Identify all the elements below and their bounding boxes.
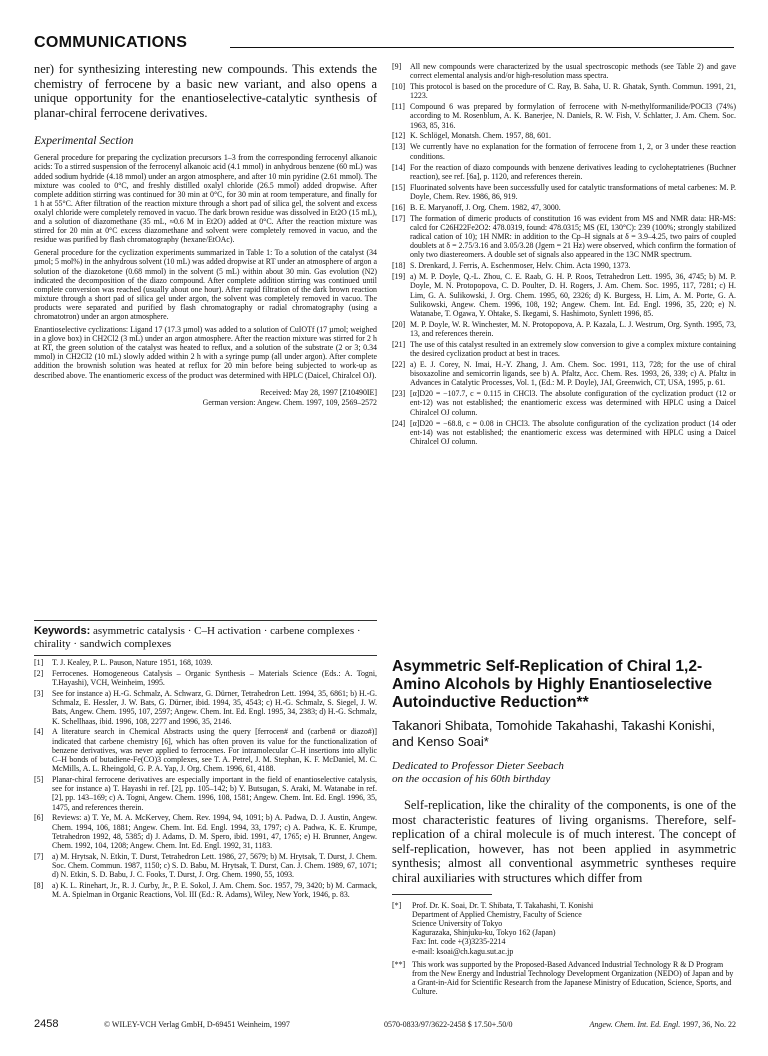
reference-item: [34, 813, 377, 850]
left-column-top: [34, 62, 377, 618]
reference-text: Planar-chiral ferrocene derivatives are especially important in the field of enantioselective catalysis, see for instance a) T. Hayashi in ref. [2], pp. 105–142; b) Y. Butsugan, S. Araki, M. Watanabe in ref. [2], pp. 143–169; c) A. Togni, Angew. Chem. 1996, 108, 1581; Angew. Chem. Int. Ed. Engl. 1996, 35, 1475, and references therein.: [52, 775, 377, 812]
reference-text: We currently have no explanation for the formation of ferrocene from 1, 2, or 3 under these reaction conditions.: [410, 142, 736, 161]
article-body: Self-replication, like the chirality of the components, is one of the most characteristic features of living organisms. Therefore, self-replication of a chiral molecule is of much interest. The concept of self-replication, however, has not been applied in asymmetric synthesis; almost all conventional asymmetric syntheses require chiral auxiliaries with structures which differ from: [392, 798, 736, 885]
reference-number: [19]: [392, 272, 406, 282]
reference-number: [23]: [392, 389, 406, 399]
reference-text: a) E. J. Corey, N. Imai, H.-Y. Zhang, J. Am. Chem. Soc. 1991, 113, 728; for the use of chiral bisoxazoline and semicorrin ligands, see b) A. Pfaltz, Acc. Chem. Res. 1993, 26, 339; c) A. Pfaltz in Advances in Catalytic Processes, Vol. 1, (Ed.: M. P. Doyle), JAI, Greenwich, CT, USA, 1995, p. 61.: [410, 360, 736, 388]
reference-text: A literature search in Chemical Abstracts using the query [ferrocen# and (carben# or diazo#)] indicated that carbene chemistry [6], which has often proven its value for the functionalization of benzene derivatives, was never applied to ferrocenes. For intramolecular C–H insertions into allylic C–H bonds of butadiene-Fe(CO)3 complexes, see T. A. Petrel, J. M. Stephan, K. F. McDaniel, M. C. McMills, A. L. Rheingold, G. P. A. Yap, J. Org. Chem. 1996, 61, 4188.: [52, 727, 377, 774]
reference-item: [34, 669, 377, 687]
reference-number: [17]: [392, 213, 406, 223]
reference-text: Reviews: a) T. Ye, M. A. McKervey, Chem. Rev. 1994, 94, 1091; b) A. Padwa, D. J. Austin, Angew. Chem. 1994, 106, 1881; Angew. Chem. Int. Ed. Engl. 1994, 33, 1797; c) A. Padwa, K. E. Krumpe, Tetrahedron 1992, 48, 5385; d) J. Adams, D. M. Spero, ibid. 1991, 47, 1765; e) H. Brunner, Angew. Chem. 1992, 104, 1208; Angew. Chem. Int. Ed. Engl. 1992, 31, 1183.: [52, 813, 377, 850]
article-authors: Takanori Shibata, Tomohide Takahashi, Takashi Konishi, and Kenso Soai*: [392, 718, 716, 749]
german-version-line: German version: Angew. Chem. 1997, 109, 2569–2572: [202, 397, 377, 407]
experimental-paragraph: General procedure for preparing the cyclization precursors 1–3 from the corresponding ferrocenyl alkanoic acids: To a stirred suspension of the ferrocenyl alkanoic acid (4.1 mmol) in anhydrous benzene (60 mL) was added sodium hydride (4.18 mmol) under an argon atmosphere, and after 10 min pyridine (2.61 mmol). The mixture was cooled to 0°C, and freshly distilled oxalyl chloride (26.5 mmol) added dropwise. After complete addition stirring was continued for 30 min at 0°C, for 30 min at room temperature, and finally for 1 h at 55°C. After filtration of the reaction mixture through a short pad of silica gel, the solvent and excess oxalyl chloride were completely removed in vacuo. The dark brown residue was dissolved in Et2O (15 mL), and a solution of diazomethane (35 mL, ≈0.6 M in Et2O) added at 0°C. After the reaction mixture was stirred for 20 min at 0°C excess diazomethane and solvent were completely removed in vacuo, and the residue was purified by flash chromatography (hexane/EtOAc).: [34, 153, 377, 245]
right-column-bottom: [392, 658, 736, 1010]
reference-number: [21]: [392, 339, 406, 349]
page-number: 2458: [34, 1018, 59, 1030]
reference-text: M. P. Doyle, W. R. Winchester, M. N. Protopopova, A. P. Kazala, L. J. Westrum, Org. Synth. 1995, 73, 13, and references therein.: [410, 319, 736, 338]
reference-item: [34, 689, 377, 726]
page-footer: [34, 1018, 736, 1034]
copyright: © WILEY-VCH Verlag GmbH, D-69451 Weinheim, 1997: [104, 1020, 290, 1029]
footnote-mark: [**]: [392, 959, 406, 969]
reference-item: [392, 102, 736, 129]
reference-item: [34, 881, 377, 899]
reference-item: [392, 340, 736, 358]
reference-list-left: [34, 658, 377, 899]
affiliation-line: Fax: Int. code +(3)3235-2214: [412, 937, 506, 947]
reference-item: [392, 214, 736, 260]
journal-volume: 1997, 36, No. 22: [682, 1020, 736, 1029]
keywords-block: [34, 620, 377, 656]
section-title: COMMUNICATIONS: [34, 34, 188, 51]
reference-number: [8]: [34, 881, 44, 891]
reference-text: Fluorinated solvents have been successfully used for catalytic transformations of metal carbenes: M. P. Doyle, Chem. Rev. 1986, 86, 919.: [410, 182, 736, 201]
reference-number: [14]: [392, 162, 406, 172]
reference-number: [18]: [392, 261, 406, 271]
reference-item: [392, 360, 736, 387]
funding-footnote: [392, 960, 736, 997]
journal-citation: [589, 1019, 736, 1031]
reference-item: [392, 131, 736, 140]
reference-number: [7]: [34, 851, 44, 861]
reference-number: [5]: [34, 775, 44, 785]
footnote-rule: [392, 894, 492, 895]
affiliation-line: Prof. Dr. K. Soai, Dr. T. Shibata, T. Takahashi, T. Konishi: [412, 900, 594, 910]
article-title: Asymmetric Self-Replication of Chiral 1,2-Amino Alcohols by Highly Enantioselective Autoinductive Reduction**: [392, 658, 713, 711]
reference-text: See for instance a) H.-G. Schmalz, A. Schwarz, G. Dürner, Tetrahedron Lett. 1994, 35, 6861; b) H.-G. Schmalz, E. Hessler, J. W. Bats, G. Dürner, ibid. 1994, 35, 4543; c) H.-G. Schmalz, S. Siegel, J. W. Bats, Angew. Chem. 1995, 107, 2597; Angew. Chem. Int. Ed. Engl. 1995, 34, 2383; d) H.-G. Schmalz, K. Schellhaas, ibid. 1996, 108, 2277 and 1996, 35, 2146.: [52, 689, 377, 726]
reference-number: [1]: [34, 658, 44, 667]
reference-text: Compound 6 was prepared by formylation of ferrocene with N-methylformanilide/POCl3 (74%) according to M. Rosenblum, A. K. Banerjee, N. Daniels, R. W. Fish, V. Schlatter, J. Am. Chem. Soc. 1963, 85, 316.: [410, 102, 736, 130]
reference-number: [13]: [392, 142, 406, 152]
reference-item: [392, 261, 736, 270]
affiliation-line: Science University of Tokyo: [412, 918, 503, 928]
reference-item: [34, 727, 377, 773]
reference-text: B. E. Maryanoff, J. Org. Chem. 1982, 47, 3000.: [410, 202, 561, 212]
reference-item: [392, 82, 736, 100]
reference-number: [11]: [392, 102, 405, 112]
reference-item: [392, 320, 736, 338]
dedication-line: on the occasion of his 60th birthday: [392, 773, 551, 785]
reference-text: a) M. P. Doyle, Q.-L. Zhou, C. E. Raab, G. H. P. Roos, Tetrahedron Lett. 1995, 36, 4745; b) M. P. Doyle, M. N. Protopopova, C. D. Poulter, D. H. Rogers, J. Am. Chem. Soc. 1995, 117, 7281; c) H. Lim, G. A. Sulikowski, J. Org. Chem. 1995, 60, 2326; d) K. Burgess, H. Lim, A. M. Porte, G. A. Sulikowski, Angew. Chem. 1996, 108, 192; Angew. Chem. Int. Ed. Engl. 1996, 35, 220; e) N. Watanabe, T. Ogawa, Y. Ohtake, S. Ikegami, S. Hashimoto, Synlett 1996, 85.: [410, 272, 736, 318]
reference-text: All new compounds were characterized by the usual spectroscopic methods (see Table 2) and gave correct elemental analysis and/or high-resolution mass spectra.: [410, 62, 736, 81]
reference-item: [34, 852, 377, 879]
reference-list-right: [392, 62, 736, 446]
reference-text: The use of this catalyst resulted in an extremely slow conversion to give a complex mixture containing the desired cyclization product at best in traces.: [410, 339, 736, 359]
funding-text: This work was supported by the Proposed-Based Advanced Industrial Technology R & D Program from the New Energy and Industrial Technology Development Organization (NEDO) of Japan and by a Grant-in-Aid for Scientific Research from the Japanese Ministry of Education, Science, Sports, and Culture.: [412, 959, 734, 997]
reference-text: Ferrocenes. Homogeneous Catalysis – Organic Synthesis – Materials Science (Eds.: A. Togni, T.Hayashi), VCH, Weinheim, 1995.: [52, 668, 377, 688]
lead-paragraph: ner) for synthesizing interesting new compounds. This extends the chemistry of ferrocene by a basic new variant, and also opens a unique opportunity for the enantioselective-catalytic synthesis of planar-chiral ferrocene derivatives.: [34, 62, 377, 120]
experimental-paragraph: General procedure for the cyclization experiments summarized in Table 1: To a solution of the catalyst (34 µmol; 5 mol%) in the anhydrous solvent (10 mL) was added dropwise at RT under an atmosphere of argon a solution of the diazoketone (0.68 mmol) in the solvent (5 mL) within about 30 min. Gas evolution (N2) indicated the decomposition of the diazo compound. After complete addition stirring was continued until complete conversion was reached (usually about one hour). After rapid filtration of the dark brown reaction mixture through a short pad of silica gel under argon, the solvent was completely removed in vacuo. The products were separated and purified by flash chromatography or radial chromatography (using a chromatotron) under an argon atmosphere.: [34, 248, 377, 321]
reference-text: T. J. Kealey, P. L. Pauson, Nature 1951, 168, 1039.: [52, 658, 213, 667]
keywords-label: Keywords:: [34, 625, 91, 637]
reference-number: [6]: [34, 813, 44, 823]
reference-number: [3]: [34, 689, 44, 699]
reference-text: For the reaction of diazo compounds with benzene derivatives leading to cycloheptatrienes (Buchner reaction), see ref. [6a], p. 1120, and references therein.: [410, 162, 736, 181]
reference-item: [34, 775, 377, 812]
article-code: 0570-0833/97/3622-2458 $ 17.50+.50/0: [384, 1020, 513, 1029]
reference-number: [12]: [392, 131, 406, 141]
reference-text: [α]D20 = −107.7, c = 0.115 in CHCl3. The absolute configuration of the cyclization product (12 or ent-12) was not established; the enantiomeric excess was determined with HPLC using a Daicel Chiralcel OJ column.: [410, 389, 736, 417]
journal-name: Angew. Chem. Int. Ed. Engl.: [589, 1020, 681, 1029]
reference-text: This protocol is based on the procedure of C. Ray, B. Saha, U. R. Ghatak, Synth. Commun. 1991, 21, 1223.: [410, 82, 736, 101]
received-line: Received: May 28, 1997 [Z10490IE]: [260, 387, 377, 397]
reference-item: [392, 183, 736, 201]
left-column-bottom: [34, 658, 377, 1010]
dedication-line: Dedicated to Professor Dieter Seebach: [392, 760, 564, 772]
affiliation-lines: [412, 901, 736, 956]
reference-text: a) K. L. Rinehart, Jr., R. J. Curby, Jr., P. E. Sokol, J. Am. Chem. Soc. 1957, 79, 3420; b) M. Carmack, M. A. Spielman in Organic Reactions, Vol. III (Ed.: R. Adams), Wiley, New York, 1946, p. 83.: [52, 881, 377, 900]
right-column-top: [392, 62, 736, 618]
reference-number: [9]: [392, 62, 402, 71]
reference-item: [392, 272, 736, 318]
reference-number: [10]: [392, 82, 406, 92]
reference-item: [392, 62, 736, 80]
reference-item: [392, 142, 736, 160]
reference-text: [α]D20 = −68.8, c = 0.08 in CHCl3. The absolute configuration of the cyclization product (14 oder ent-14) was not established; the enantiomeric excess was determined with HPLC using a Daicel Chiralcel OJ column.: [410, 418, 736, 446]
reference-number: [15]: [392, 182, 406, 192]
keywords-text: asymmetric catalysis · C–H activation · carbene complexes · chirality · sandwich complexes: [34, 625, 361, 650]
reference-text: K. Schlögel, Monatsh. Chem. 1957, 88, 601.: [410, 131, 551, 141]
affiliation-footnote: [392, 901, 736, 956]
experimental-heading: Experimental Section: [34, 134, 134, 148]
reference-item: [392, 389, 736, 416]
dedication: [392, 760, 736, 786]
reference-number: [22]: [392, 360, 406, 370]
reference-item: [34, 658, 377, 667]
footnote-mark: [*]: [392, 900, 402, 910]
reference-number: [24]: [392, 418, 406, 428]
reference-item: [392, 163, 736, 181]
experimental-paragraph: Enantioselective cyclizations: Ligand 17 (17.3 µmol) was added to a solution of CuIOTf (17 µmol; weighed in a glove box) in CH2Cl2 (3 mL) under an argon atmosphere. After the reaction mixture was stirred for 2 h at RT, the green solution of the catalyst was heated to reflux, and a solution of the substrate (2 or 3; 0.34 mmol) in CH2Cl2 (10 mL) slowly added within 2 h with a syringe pump (all under argon). After complete addition the brownish solution was heated at reflux for 20 min before being subjected to work-up as described above. The enantiomeric excess of the product was determined with HPLC (Daicel, Chiralcel OJ).: [34, 325, 377, 380]
reference-text: S. Drenkard, J. Ferris, A. Eschenmoser, Helv. Chim. Acta 1990, 1373.: [410, 261, 631, 271]
page-header: [34, 34, 734, 56]
reference-number: [16]: [392, 202, 406, 212]
reference-number: [4]: [34, 727, 44, 737]
reference-number: [2]: [34, 668, 44, 678]
affiliation-line: Kagurazaka, Shinjuku-ku, Tokyo 162 (Japan): [412, 928, 556, 938]
reference-number: [20]: [392, 319, 406, 329]
reference-text: a) M. Hrytsak, N. Etkin, T. Durst, Tetrahedron Lett. 1986, 27, 5679; b) M. Hrytsak, T. Durst, J. Chem. Soc. Chem. Commun. 1987, 1150; c) S. D. Babu, M. Hrytsak, T. Durst, Can. J. Chem. 1989, 67, 1071; d) N. Etkin, S. D. Babu, J. C. Fooks, T. Durst, J. Org. Chem. 1990, 55, 1093.: [52, 851, 377, 880]
affiliation-line: e-mail: ksoai@ch.kagu.sut.ac.jp: [412, 946, 514, 956]
header-rule: [230, 47, 734, 48]
reference-item: [392, 419, 736, 446]
reference-item: [392, 203, 736, 212]
reference-text: The formation of dimeric products of constitution 16 was evident from MS and NMR data: HR-MS: calcd for C26H22Fe2O2: 478.0319, found: 478.0315; MS (EI, 130°C): 239 (100%; strongly stabilized radical cation of 10); 1H NMR: in addition to the Cp–H signals at δ = 3.9–4.25, two pairs of coupled doublets at δ = 2.75/3.16 and 3.05/3.28 (Jgem = 21 Hz) were observed, which confirm the formation of only two diastereomers. A double set of signals also appeared in the 13C NMR spectrum.: [410, 213, 736, 260]
affiliation-line: Department of Applied Chemistry, Faculty of Science: [412, 909, 582, 919]
